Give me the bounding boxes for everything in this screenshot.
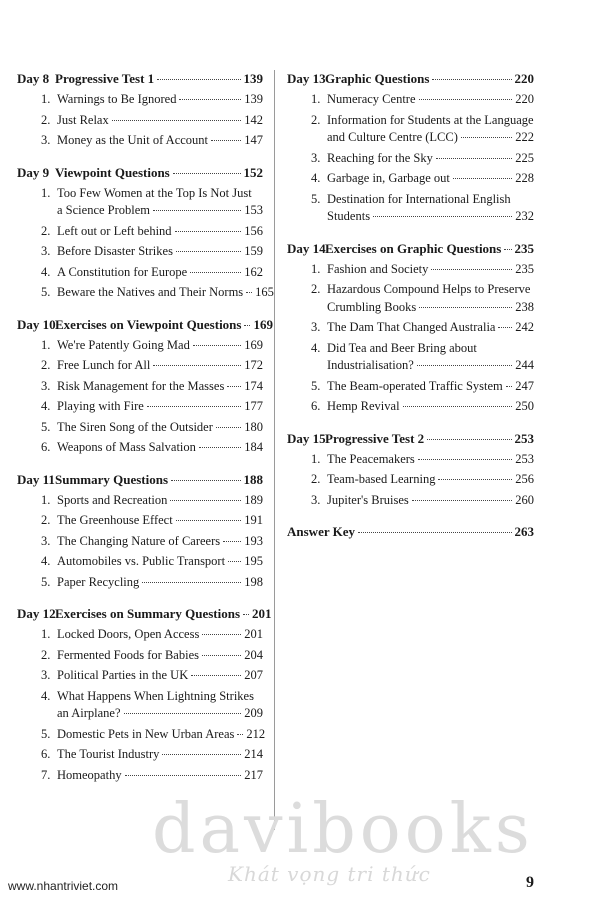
toc-item[interactable]: 4. Garbage in, Garbage out 228: [311, 171, 534, 185]
toc-item[interactable]: 4. What Happens When Lightning Strikes an Airplane? 209: [41, 688, 263, 720]
toc-item[interactable]: 3. The Dam That Changed Australia 242: [311, 320, 534, 334]
toc-item[interactable]: 5. Paper Recycling 198: [41, 574, 263, 589]
toc-day-10: [17, 316, 273, 457]
toc-item[interactable]: 3. The Changing Nature of Careers 193: [41, 533, 263, 548]
toc-item[interactable]: 2. Just Relax 142: [41, 112, 263, 127]
watermark-tagline: Khát vọng tri thức: [228, 862, 431, 886]
toc-day-11: [17, 471, 263, 592]
toc-item[interactable]: 5. Destination for International English Students 232: [311, 191, 534, 223]
toc-item[interactable]: 5. Domestic Pets in New Urban Areas 212: [41, 726, 266, 741]
toc-item[interactable]: 2. Hazardous Compound Helps to Preserve Crumbling Books 238: [311, 282, 534, 314]
toc-item[interactable]: 3. Risk Management for the Masses 174: [41, 378, 263, 393]
watermark-brand: davibooks: [152, 790, 534, 869]
toc-item[interactable]: 1. Fashion and Society 235: [311, 261, 534, 276]
day-heading[interactable]: Day 9 Viewpoint Questions 152: [17, 164, 263, 180]
toc-day-12: [17, 605, 272, 784]
toc-item[interactable]: 5. The Beam-operated Traffic System 247: [311, 378, 534, 393]
day-heading[interactable]: Day 12 Exercises on Summary Questions 201: [17, 606, 272, 621]
toc-item[interactable]: 4. A Constitution for Europe 162: [41, 264, 263, 279]
toc-item[interactable]: 5. Beware the Natives and Their Norms 165: [41, 285, 274, 299]
toc-item[interactable]: 4. Did Tea and Beer Bring about Industrialisation? 244: [311, 340, 534, 372]
toc-day-15: [287, 430, 534, 510]
toc-item[interactable]: 3. Jupiter's Bruises 260: [311, 492, 534, 507]
toc-item[interactable]: 2. Free Lunch for All 172: [41, 358, 263, 372]
toc-item[interactable]: 1. The Peacemakers 253: [311, 451, 534, 466]
toc-item[interactable]: 3. Reaching for the Sky 225: [311, 150, 534, 165]
toc-item[interactable]: 5. The Siren Song of the Outsider 180: [41, 419, 263, 434]
toc-day-8: [17, 70, 263, 150]
day-heading[interactable]: Day 14 Exercises on Graphic Questions 235: [287, 240, 534, 256]
toc-item[interactable]: 1. Too Few Women at the Top Is Not Just a Science Problem 153: [41, 185, 263, 217]
toc-item[interactable]: 2. Information for Students at the Language and Culture Centre (LCC) 222: [311, 112, 534, 144]
day-heading[interactable]: Day 11 Summary Questions 188: [17, 471, 263, 487]
toc-item[interactable]: 7. Homeopathy 217: [41, 767, 263, 782]
toc-left-column: [17, 70, 274, 798]
toc-item[interactable]: 6. The Tourist Industry 214: [41, 747, 263, 761]
toc-item[interactable]: 2. Fermented Foods for Babies 204: [41, 647, 263, 662]
toc-item[interactable]: 1. Locked Doors, Open Access 201: [41, 627, 263, 641]
toc-item[interactable]: 3. Money as the Unit of Account 147: [41, 133, 263, 147]
toc-day-9: [17, 164, 274, 302]
toc-item[interactable]: 4. Playing with Fire 177: [41, 399, 263, 413]
toc-item[interactable]: 2. The Greenhouse Effect 191: [41, 513, 263, 527]
toc-item[interactable]: 4. Automobiles vs. Public Transport 195: [41, 554, 263, 568]
toc-item[interactable]: 1. Sports and Recreation 189: [41, 492, 263, 507]
toc-item[interactable]: 3. Political Parties in the UK 207: [41, 668, 263, 682]
toc-item[interactable]: 6. Hemp Revival 250: [311, 399, 534, 413]
toc-day-13: [287, 70, 534, 226]
day-heading[interactable]: Day 15 Progressive Test 2 253: [287, 430, 534, 446]
day-heading[interactable]: Day 13 Graphic Questions 220: [287, 71, 534, 86]
toc-item[interactable]: 1. We're Patently Going Mad 169: [41, 337, 263, 352]
toc-item[interactable]: 1. Warnings to Be Ignored 139: [41, 92, 263, 106]
toc-item[interactable]: 6. Weapons of Mass Salvation 184: [41, 440, 263, 454]
toc-right-column: [287, 70, 534, 541]
day-heading[interactable]: Day 8 Progressive Test 1 139: [17, 71, 263, 86]
toc-item[interactable]: 3. Before Disaster Strikes 159: [41, 244, 263, 258]
answer-key-entry[interactable]: Answer Key 263: [287, 524, 534, 539]
day-heading[interactable]: Day 10 Exercises on Viewpoint Questions 169: [17, 316, 273, 332]
toc-item[interactable]: 2. Left out or Left behind 156: [41, 223, 263, 238]
toc-item[interactable]: 1. Numeracy Centre 220: [311, 92, 534, 106]
toc-day-14: [287, 240, 534, 416]
toc-item[interactable]: 2. Team-based Learning 256: [311, 472, 534, 486]
footer-url[interactable]: www.nhantriviet.com: [8, 879, 119, 893]
page-number: 9: [526, 874, 534, 891]
column-divider: [274, 70, 275, 830]
